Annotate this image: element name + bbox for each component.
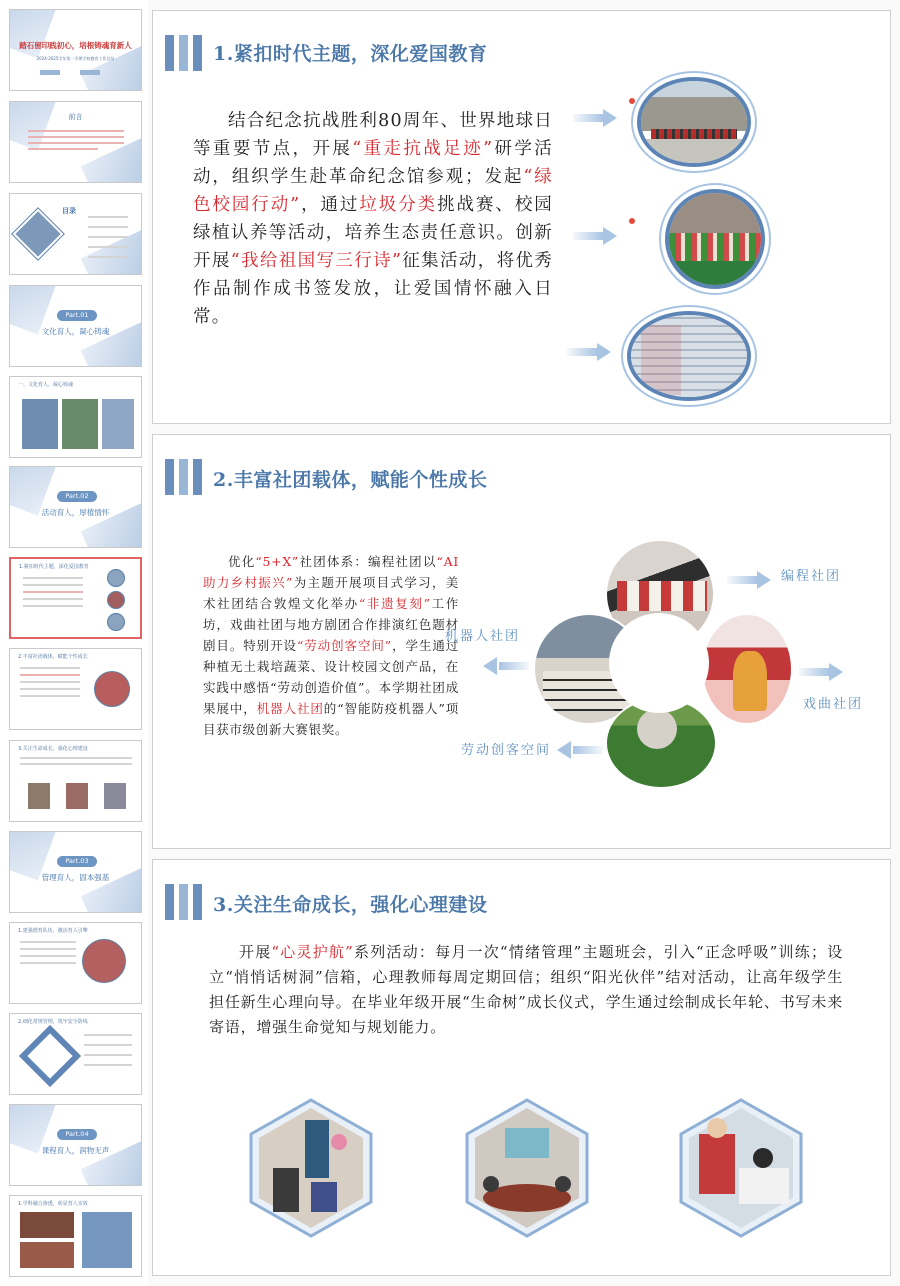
body-text: ，学生通过种植无土栽培蔬菜、设计校园文创产品，在实践中感悟“劳动创造价值”。本学期社团成果展中， (203, 638, 459, 716)
thumb-title: 一、文化育人，凝心铸魂 (18, 382, 74, 388)
body-text: 挑战赛、校园绿植认养等活动，培养生态责任意识。创新开展 (193, 195, 553, 271)
slide-thumbnail-11[interactable] (9, 922, 142, 1004)
thumb-image (102, 399, 134, 449)
thumb-image (107, 613, 125, 631)
text-line (28, 130, 124, 132)
slide-thumbnail-12[interactable] (9, 1013, 142, 1095)
highlight-text: “我给祖国写三行诗” (230, 251, 403, 271)
highlight-text: “心灵护航” (271, 943, 354, 961)
body-text: 社团体系：编程社团以 (299, 554, 437, 569)
label-labor-maker-space: 劳动创客空间 (461, 743, 552, 758)
thumb-image (107, 591, 125, 609)
slide-section-2 (152, 434, 891, 849)
decor-corner (81, 45, 142, 91)
thumb-title: 1.建强德育队伍，激活育人引擎 (18, 928, 88, 934)
thumb-title: 3.关注生命成长，强化心理建设 (18, 746, 88, 752)
thumb-image (66, 783, 88, 809)
text-line (20, 962, 76, 964)
thumb-title: 管理育人，固本强基 (41, 873, 110, 882)
slide-thumbnail-4[interactable] (9, 285, 142, 367)
section-body (193, 107, 553, 331)
slide-thumbnail-7-current[interactable] (9, 557, 142, 639)
title-decor-bars (153, 884, 213, 920)
slide-thumbnail-8[interactable] (9, 648, 142, 730)
photo-poetry-bookmarks (627, 311, 751, 401)
text-line (23, 598, 83, 600)
thumb-title: 文化育人，凝心铸魂 (41, 327, 110, 336)
body-text: 系列活动：每月一次“情绪管理”主题班会，引入“正念呼吸”训练；设立“悄悄话树洞”信箱，心理教师每周定期回信；组织“阳光伙伴”结对活动，让高年级学生担任新生心理向导。在毕业年级开展“生命树”成长仪式，学生通过绘制成长年轮、书写未来寄语，增强生命觉知与规划能力。 (209, 943, 843, 1036)
thumb-image (94, 671, 130, 707)
section-title: 3.关注生命成长，强化心理建设 (213, 894, 488, 916)
decor-block (40, 70, 60, 75)
arrow-right-icon (799, 663, 845, 681)
body-text: 工作坊，戏曲社团与地方剧团合作排演红色题材剧目。特别开设 (203, 596, 460, 653)
text-line (28, 148, 98, 150)
highlight-text: “5+X” (255, 554, 300, 569)
thumb-cover-subtitle: 2024-2025学年第一学期学校德育工作总结 (36, 56, 115, 61)
part-badge: Part.04 (57, 1129, 97, 1140)
highlight-text: 垃圾分类 (359, 195, 438, 215)
badge-dot-icon (628, 217, 636, 225)
photo-green-campus (665, 189, 765, 289)
slide-thumbnail-3[interactable] (9, 193, 142, 275)
section-title: 2.丰富社团载体，赋能个性成长 (213, 469, 488, 491)
highlight-text: “劳动创客空间” (296, 638, 392, 653)
arrow-right-icon (727, 571, 773, 589)
badge-dot-icon (628, 97, 636, 105)
slide-thumbnail-1[interactable] (9, 9, 142, 91)
text-line (23, 577, 83, 579)
club-cluster-center (609, 613, 709, 713)
text-line (20, 681, 80, 683)
decor-corner (9, 9, 58, 58)
diagram-shape (19, 1025, 81, 1087)
section-body (209, 940, 843, 1040)
text-line (23, 584, 83, 586)
text-line (20, 674, 80, 676)
body-text: 征集活动，将优秀作品制作成书签发放，让爱国情怀融入日常。 (193, 251, 553, 327)
label-robotics-club: 机器人社团 (445, 629, 521, 644)
toc-line (88, 216, 128, 218)
arrow-right-icon (567, 343, 613, 361)
text-line (84, 1034, 132, 1036)
toc-line (88, 256, 128, 258)
thumb-title: 1.学科融合渗透，彰显育人实效 (18, 1201, 88, 1207)
thumb-title: 2.细化常规管理，筑牢安全防线 (18, 1019, 88, 1025)
slide-thumbnail-9[interactable] (9, 740, 142, 822)
text-line (84, 1054, 132, 1056)
decor-block (80, 70, 100, 75)
body-text: 的“智能防疫机器人”项目获市级创新大赛银奖。 (203, 701, 459, 737)
body-text: 为主题开展项目式学习，美术社团结合敦煌文化举办 (203, 575, 459, 611)
highlight-text: “非遗复刻” (358, 596, 431, 611)
slide-thumbnail-6[interactable] (9, 466, 142, 548)
text-line (23, 605, 83, 607)
thumb-title: 1.紧扣时代主题，深化爱国教育 (19, 564, 89, 570)
thumb-image (82, 1212, 132, 1268)
thumb-title: 前言 (68, 113, 83, 121)
photo-hex-peer-mentoring (679, 1098, 803, 1238)
thumb-cover-title: 踏石留印践初心，培根铸魂育新人 (19, 41, 132, 50)
body-text: 优化 (228, 554, 256, 569)
text-line (84, 1064, 132, 1066)
text-line (20, 695, 80, 697)
slide-thumbnail-rail[interactable] (0, 0, 148, 1286)
thumb-image (62, 399, 98, 449)
photo-memorial-visit (637, 77, 751, 167)
slide-thumbnail-2[interactable] (9, 101, 142, 183)
label-programming-club: 编程社团 (781, 569, 842, 584)
highlight-text: “绿色校园行动” (193, 167, 553, 215)
part-badge: Part.01 (57, 310, 97, 321)
thumb-image (22, 399, 58, 449)
body-text: 结合纪念抗战胜利80周年、世界地球日等重要节点，开展 (193, 111, 553, 159)
arrow-left-icon (483, 657, 529, 675)
photo-hex-counseling-room (249, 1098, 373, 1238)
thumb-image (20, 1212, 74, 1238)
section-title: 1.紧扣时代主题，深化爱国教育 (213, 43, 488, 65)
thumb-title: 活动育人，厚植情怀 (41, 508, 110, 517)
thumb-image (20, 1242, 74, 1268)
part-badge: Part.03 (57, 856, 97, 867)
thumb-image (104, 783, 126, 809)
body-text: ，通过 (300, 195, 360, 215)
text-line (20, 763, 132, 765)
thumb-image (107, 569, 125, 587)
text-line (20, 757, 132, 759)
label-opera-club: 戏曲社团 (803, 697, 864, 712)
text-line (20, 948, 76, 950)
slide-thumbnail-13[interactable] (9, 1104, 142, 1186)
highlight-text: 机器人社团 (256, 701, 324, 716)
text-line (20, 688, 80, 690)
thumb-title: 2.丰富社团载体，赋能个性成长 (18, 654, 88, 660)
arrow-right-icon (573, 227, 619, 245)
toc-line (88, 236, 128, 238)
arrow-right-icon (573, 109, 619, 127)
slide-section-1 (152, 10, 891, 424)
text-line (20, 667, 80, 669)
thumb-image (82, 939, 126, 983)
body-text: 研学活动，组织学生赴革命纪念馆参观；发起 (193, 139, 553, 187)
photo-hex-class-meeting (465, 1098, 589, 1238)
slide-thumbnail-10[interactable] (9, 831, 142, 913)
highlight-text: “AI助力乡村振兴” (203, 554, 459, 590)
arrow-left-icon (557, 741, 603, 759)
title-decor-bars (153, 35, 213, 71)
text-line (28, 142, 124, 144)
slide-thumbnail-14[interactable] (9, 1195, 142, 1277)
text-line (23, 591, 83, 593)
toc-line (88, 226, 128, 228)
thumb-image (28, 783, 50, 809)
slide-section-3 (152, 859, 891, 1276)
title-decor-bars (153, 459, 213, 495)
part-badge: Part.02 (57, 491, 97, 502)
thumb-title: 课程育人，润物无声 (41, 1146, 110, 1155)
text-line (84, 1044, 132, 1046)
photo-opera-club (701, 613, 793, 725)
body-text: 开展 (239, 943, 272, 961)
section-body (203, 551, 459, 740)
text-line (28, 136, 124, 138)
toc-image (13, 209, 64, 260)
thumb-title: 目录 (62, 206, 76, 215)
slide-thumbnail-5[interactable] (9, 376, 142, 458)
text-line (20, 941, 76, 943)
highlight-text: “重走抗战足迹” (352, 139, 494, 159)
toc-line (88, 246, 128, 248)
text-line (20, 955, 76, 957)
